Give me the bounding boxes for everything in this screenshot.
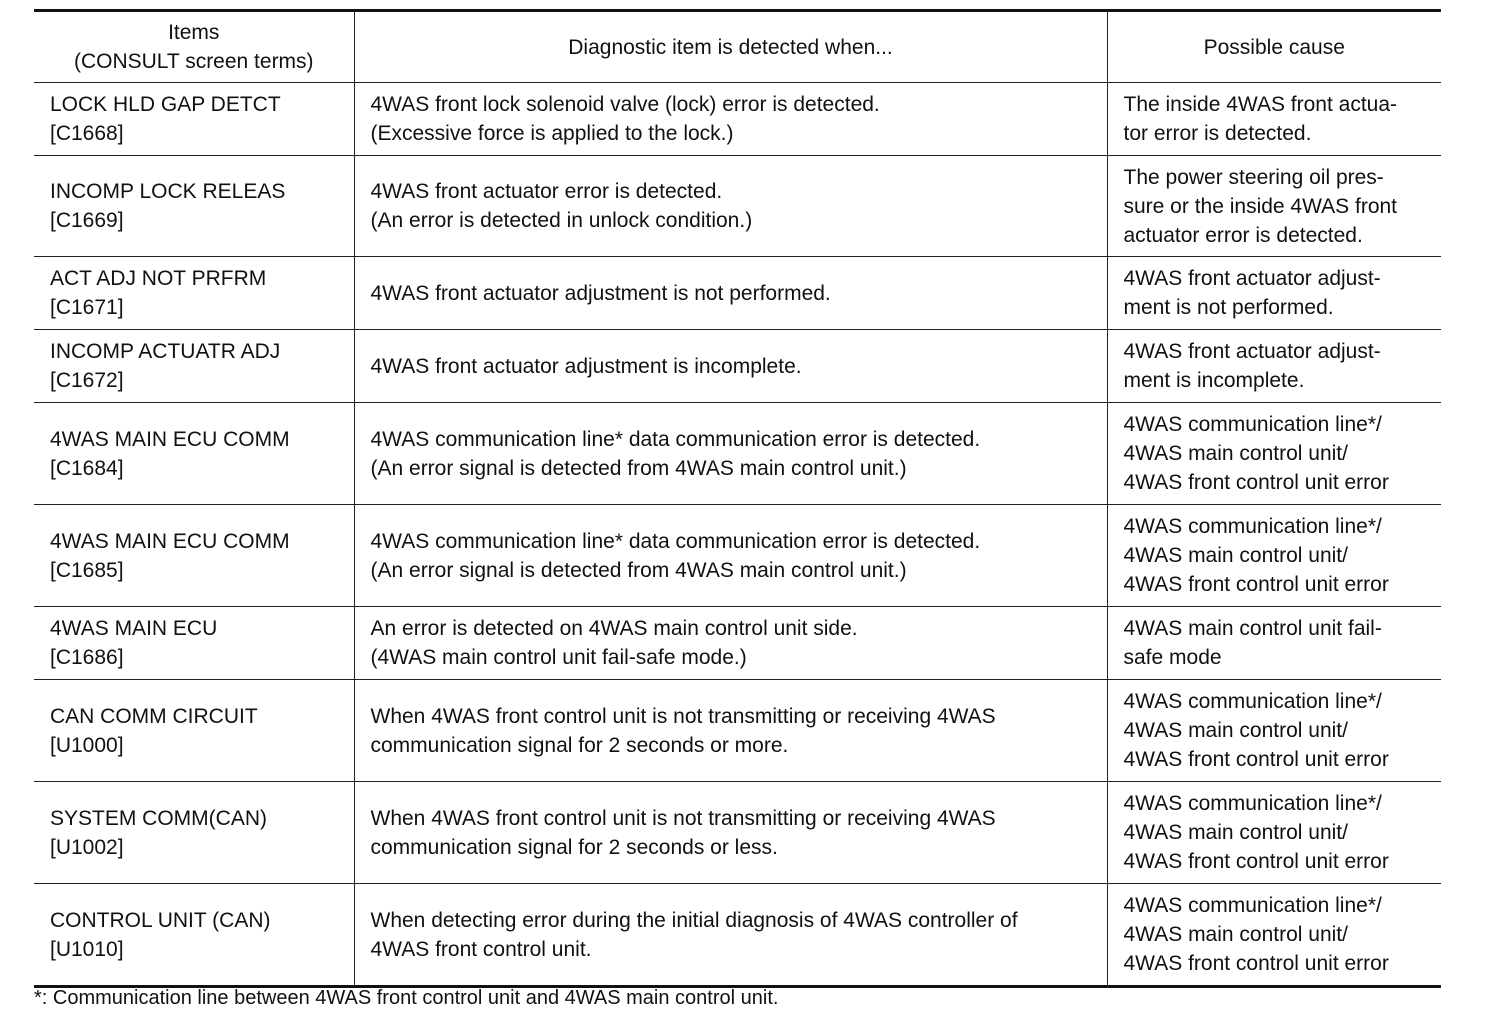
detected-line: 4WAS front actuator adjustment is incomplete. <box>370 354 802 378</box>
item-code: [C1685] <box>50 558 124 582</box>
item-cell <box>34 330 354 403</box>
item-code: [U1010] <box>50 937 124 961</box>
detected-cell <box>354 403 1107 505</box>
item-cell <box>34 257 354 330</box>
item-cell <box>34 680 354 782</box>
cause-cell <box>1107 505 1441 607</box>
detected-line: 4WAS front control unit. <box>370 937 592 961</box>
diagnostic-table-container <box>34 9 1441 988</box>
detected-cell <box>354 156 1107 257</box>
table-row <box>34 257 1441 330</box>
detected-line: communication signal for 2 seconds or less. <box>370 835 778 859</box>
cause-line: 4WAS main control unit/ <box>1123 821 1348 844</box>
item-code: [C1672] <box>50 369 124 392</box>
cause-line: 4WAS main control unit fail- <box>1123 617 1382 640</box>
item-cell <box>34 403 354 505</box>
detected-line: (Excessive force is applied to the lock.) <box>370 122 734 145</box>
header-cause: Possible cause <box>1107 11 1441 83</box>
cause-line: The power steering oil pres- <box>1123 165 1384 189</box>
cause-line: 4WAS main control unit/ <box>1123 923 1348 946</box>
table-row <box>34 607 1441 680</box>
cause-cell <box>1107 884 1441 987</box>
cause-line: actuator error is detected. <box>1123 223 1363 247</box>
cause-cell <box>1107 83 1441 156</box>
table-row <box>34 403 1441 505</box>
detected-cell <box>354 607 1107 680</box>
item-name: INCOMP ACTUATR ADJ <box>50 340 281 363</box>
item-cell <box>34 505 354 607</box>
item-cell <box>34 884 354 987</box>
cause-cell <box>1107 782 1441 884</box>
cause-line: 4WAS front actuator adjust- <box>1123 340 1381 363</box>
table-row <box>34 156 1441 257</box>
detected-line: (An error signal is detected from 4WAS main control unit.) <box>370 558 907 582</box>
detected-line: (4WAS main control unit fail-safe mode.) <box>370 646 747 669</box>
item-cell <box>34 83 354 156</box>
table-row <box>34 330 1441 403</box>
cause-line: 4WAS front control unit error <box>1123 748 1389 771</box>
table-row <box>34 680 1441 782</box>
cause-line: 4WAS front control unit error <box>1123 952 1389 975</box>
item-cell <box>34 156 354 257</box>
cause-line: 4WAS main control unit/ <box>1123 544 1348 567</box>
item-cell <box>34 607 354 680</box>
item-name: 4WAS MAIN ECU <box>50 617 218 640</box>
item-code: [C1671] <box>50 296 124 319</box>
cause-cell <box>1107 680 1441 782</box>
detected-line: 4WAS front lock solenoid valve (lock) error is detected. <box>370 93 880 116</box>
detected-cell <box>354 330 1107 403</box>
detected-cell <box>354 884 1107 987</box>
cause-line: 4WAS front control unit error <box>1123 573 1389 596</box>
cause-line: tor error is detected. <box>1123 122 1312 145</box>
cause-line: 4WAS communication line*/ <box>1123 515 1382 538</box>
cause-line: 4WAS communication line*/ <box>1123 413 1382 436</box>
footnote: *: Communication line between 4WAS front control unit and 4WAS main control unit. <box>34 987 779 1009</box>
cause-cell <box>1107 257 1441 330</box>
detected-line: (An error is detected in unlock condition.) <box>370 209 753 232</box>
cause-line: safe mode <box>1123 646 1222 669</box>
header-items-line: (CONSULT screen terms) <box>73 50 314 73</box>
item-code: [C1684] <box>50 456 124 480</box>
item-name: INCOMP LOCK RELEAS <box>50 180 286 203</box>
cause-line: 4WAS communication line*/ <box>1123 894 1382 917</box>
table-row <box>34 884 1441 987</box>
item-code: [C1686] <box>50 646 124 669</box>
cause-line: 4WAS communication line*/ <box>1123 690 1382 713</box>
item-name: SYSTEM COMM(CAN) <box>50 806 267 830</box>
cause-cell <box>1107 607 1441 680</box>
item-name: ACT ADJ NOT PRFRM <box>50 267 267 290</box>
detected-line: 4WAS communication line* data communication error is detected. <box>370 427 981 451</box>
cause-line: 4WAS front actuator adjust- <box>1123 267 1381 290</box>
detected-line: (An error signal is detected from 4WAS main control unit.) <box>370 456 907 480</box>
detected-line: 4WAS front actuator error is detected. <box>370 180 723 203</box>
detected-cell <box>354 257 1107 330</box>
item-name: LOCK HLD GAP DETCT <box>50 93 281 116</box>
item-name: 4WAS MAIN ECU COMM <box>50 529 290 553</box>
cause-cell <box>1107 156 1441 257</box>
item-code: [U1002] <box>50 835 124 859</box>
header-detected: Diagnostic item is detected when... <box>354 11 1107 83</box>
detected-line: An error is detected on 4WAS main control unit side. <box>370 617 858 640</box>
item-cell <box>34 782 354 884</box>
item-name: 4WAS MAIN ECU COMM <box>50 427 290 451</box>
detected-cell <box>354 680 1107 782</box>
diagnostic-table <box>34 9 1441 988</box>
detected-line: 4WAS communication line* data communication error is detected. <box>370 529 981 553</box>
cause-line: 4WAS front control unit error <box>1123 850 1389 873</box>
table-header-row <box>34 11 1441 83</box>
cause-line: ment is incomplete. <box>1123 369 1305 392</box>
cause-line: 4WAS communication line*/ <box>1123 792 1382 815</box>
item-code: [U1000] <box>50 733 124 757</box>
cause-cell <box>1107 403 1441 505</box>
cause-line: 4WAS main control unit/ <box>1123 442 1348 465</box>
cause-line: 4WAS main control unit/ <box>1123 719 1348 742</box>
item-name: CONTROL UNIT (CAN) <box>50 908 271 932</box>
item-code: [C1668] <box>50 122 124 145</box>
detected-line: When 4WAS front control unit is not transmitting or receiving 4WAS <box>370 806 996 830</box>
header-items <box>34 11 354 83</box>
detected-line: communication signal for 2 seconds or more. <box>370 733 789 757</box>
table-row <box>34 505 1441 607</box>
table-row <box>34 83 1441 156</box>
detected-line: When 4WAS front control unit is not transmitting or receiving 4WAS <box>370 704 996 728</box>
table-row <box>34 782 1441 884</box>
cause-line: The inside 4WAS front actua- <box>1123 93 1398 116</box>
detected-line: When detecting error during the initial diagnosis of 4WAS controller of <box>370 908 1018 932</box>
detected-cell <box>354 505 1107 607</box>
item-name: CAN COMM CIRCUIT <box>50 704 258 728</box>
detected-cell <box>354 782 1107 884</box>
header-items-line: Items <box>168 21 220 44</box>
cause-line: 4WAS front control unit error <box>1123 471 1389 494</box>
cause-cell <box>1107 330 1441 403</box>
detected-line: 4WAS front actuator adjustment is not performed. <box>370 281 831 305</box>
cause-line: sure or the inside 4WAS front <box>1123 194 1398 218</box>
item-code: [C1669] <box>50 209 124 232</box>
cause-line: ment is not performed. <box>1123 296 1334 319</box>
detected-cell <box>354 83 1107 156</box>
